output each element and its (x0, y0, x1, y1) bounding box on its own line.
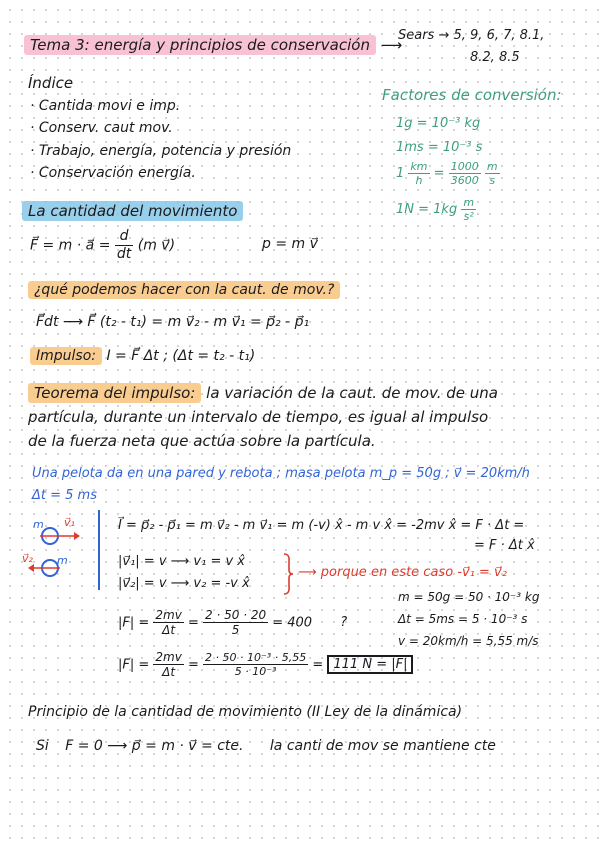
example-line-1: Una pelota da en una pared y rebota ; masa pelota m_p = 50g ; v⃗ = 20km/h (32, 466, 530, 481)
diagram-mass-label-bottom: m (57, 554, 68, 567)
conversion-kmh: 1 $\frac{km}{h}$ = $\frac{1000}{3600}$ $\frac{m}{s}$ (396, 160, 498, 188)
force-calc-1-fraction-a: $\frac{2mv}{\Delta t}$ (155, 608, 182, 638)
brace-icon (282, 552, 294, 596)
velocity-1: |v⃗₁| = v ⟶ v₁ = v x̂ (118, 554, 245, 569)
index-item-4: · Conservación energía. (30, 165, 196, 181)
kmh-value-fraction: $\frac{1000}{3600}$ (450, 160, 479, 188)
ms-unit-fraction: $\frac{m}{s}$ (486, 160, 498, 188)
force-calc-2-fraction-b: $\frac{\text{2 · 50 · 10⁻³ · 5,55}}{\text{5 · 10⁻³}}$ (205, 651, 307, 679)
index-heading: Índice (28, 74, 74, 92)
conversion-g: 1g = 10⁻³ kg (396, 116, 481, 131)
impulse-definition: Impulso: I = F⃗ Δt ; (Δt = t₂ - t₁) (30, 348, 255, 365)
diagram-mass-label-top: m (33, 518, 44, 531)
velocity-2: |v⃗₂| = v ⟶ v₂ = -v x̂ (118, 576, 250, 591)
theorem-line-1: Teorema del impulso: la variación de la caut. de mov. de una (28, 384, 498, 402)
diagram-v2-label: v⃗₂ (22, 552, 33, 565)
conversion-newton: 1N = 1kg $\frac{m}{\text{s²}}$ (396, 196, 475, 224)
sears-line-2: 8.2, 8.5 (470, 50, 520, 65)
diagram-v1-label: v⃗₁ (64, 516, 75, 529)
conversion-ms: 1ms = 10⁻³ s (396, 140, 483, 155)
page-title (24, 36, 402, 54)
principle-statement: Si F = 0 ⟶ p⃗ = m · v⃗ = cte. la canti de mov se mantiene cte (36, 738, 496, 754)
impulse-vector-equation: I⃗ = p⃗₂ - p⃗₁ = m v⃗₂ - m v⃗₁ = m (-v) x̂ - m v x̂ = -2mv x̂ = F · Δt = (118, 518, 525, 533)
sears-line-1: Sears → 5, 9, 6, 7, 8.1, (398, 28, 545, 43)
kmh-unit-fraction: $\frac{km}{h}$ (410, 160, 428, 188)
momentum-equation: p = m v⃗ (262, 236, 318, 252)
divider-line (98, 510, 100, 590)
force-calc-1-fraction-b: $\frac{2 \cdot 50 \cdot 20}{5}$ (205, 608, 267, 638)
force-calc-2-fraction-a: $\frac{2mv}{\Delta t}$ (155, 650, 182, 680)
derivative-fraction: $\frac{d}{dt}$ (116, 228, 132, 262)
velocity-value: v = 20km/h = 5,55 m/s (398, 634, 539, 648)
time-value: Δt = 5ms = 5 · 10⁻³ s (398, 612, 528, 626)
index-item-1: · Cantida movi e imp. (30, 98, 181, 114)
impulse-vector-equation-cont: = F · Δt x̂ (474, 538, 535, 553)
impulse-derivation: F⃗dt ⟶ F⃗ (t₂ - t₁) = m v⃗₂ - m v⃗₁ = p⃗₂ - p⃗₁ (36, 314, 310, 330)
example-line-2: Δt = 5 ms (32, 488, 97, 503)
force-result-box: 111 N = |F| (327, 655, 413, 674)
reason-note: ⟶ porque en este caso -v⃗₁ = v⃗₂ (298, 565, 507, 580)
index-item-2: · Conserv. caut mov. (30, 120, 173, 136)
force-equation: F⃗ = m · a⃗ = $\frac{d}{dt}$ (m v⃗) (30, 228, 176, 262)
theorem-line-2: partícula, durante un intervalo de tiempo, es igual al impulso (28, 408, 489, 426)
index-item-3: · Trabajo, energía, potencia y presión (30, 143, 292, 159)
force-calc-2: |F| = $\frac{2mv}{\Delta t}$ = $\frac{\text{2 · 50 · 10⁻³ · 5,55}}{\text{5 · 10⁻³}}$ = 111 N = |F| (118, 650, 413, 680)
theorem-line-3: de la fuerza neta que actúa sobre la partícula. (28, 432, 376, 450)
conversion-title: Factores de conversión: (382, 86, 562, 104)
question-line: ¿qué podemos hacer con la caut. de mov.? (28, 282, 340, 299)
force-calc-1: |F| = $\frac{2mv}{\Delta t}$ = $\frac{2 \cdot 50 \cdot 20}{5}$ = 400 ? (118, 608, 348, 638)
principle-heading: Principio de la cantidad de movimiento (II Ley de la dinámica) (28, 704, 463, 720)
title-text: Tema 3: energía y principios de conservación (24, 35, 376, 55)
mass-value: m = 50g = 50 · 10⁻³ kg (398, 590, 540, 604)
section-heading-momentum: La cantidad del movimiento (22, 202, 243, 220)
newton-unit-fraction: $\frac{m}{\text{s²}}$ (463, 196, 475, 224)
arrow-right-icon: ⟶ (380, 36, 403, 54)
